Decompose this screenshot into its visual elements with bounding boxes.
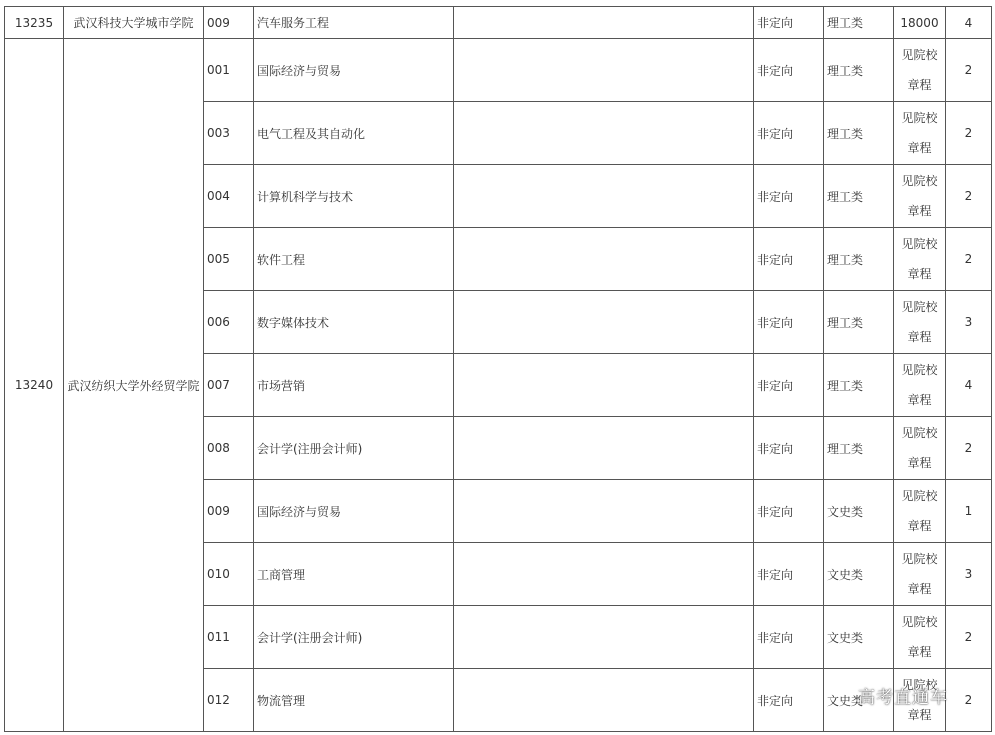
school-name: 武汉科技大学城市学院: [64, 7, 204, 39]
plan-count: 3: [946, 543, 992, 606]
tuition-fee: [894, 606, 946, 669]
major-code: 009: [204, 7, 254, 39]
tuition-fee-line: 见院校: [901, 111, 938, 125]
tuition-fee: [894, 543, 946, 606]
remarks-cell: [454, 291, 754, 354]
subject-category: 文史类: [824, 480, 894, 543]
tuition-fee-line: 章程: [907, 78, 932, 92]
tuition-fee-line: 见院校: [901, 300, 938, 314]
tuition-fee-line: 章程: [907, 582, 932, 596]
plan-type: 非定向: [754, 39, 824, 102]
major-name: 会计学(注册会计师): [254, 606, 454, 669]
tuition-fee-line: 见院校: [901, 237, 938, 251]
plan-count: 2: [946, 669, 992, 732]
remarks-cell: [454, 480, 754, 543]
plan-count: 2: [946, 39, 992, 102]
plan-type: 非定向: [754, 354, 824, 417]
tuition-fee: [894, 39, 946, 102]
subject-category: 文史类: [824, 669, 894, 732]
major-code: 004: [204, 165, 254, 228]
subject-category: 理工类: [824, 228, 894, 291]
plan-type: 非定向: [754, 291, 824, 354]
subject-category: 理工类: [824, 102, 894, 165]
school-name: 武汉纺织大学外经贸学院: [64, 39, 204, 732]
plan-type: 非定向: [754, 543, 824, 606]
subject-category: 理工类: [824, 291, 894, 354]
major-code: 012: [204, 669, 254, 732]
plan-type: 非定向: [754, 480, 824, 543]
remarks-cell: [454, 39, 754, 102]
tuition-fee-line: 见院校: [901, 615, 938, 629]
major-code: 001: [204, 39, 254, 102]
tuition-fee-line: 见院校: [901, 426, 938, 440]
major-code: 009: [204, 480, 254, 543]
tuition-fee-line: 章程: [907, 645, 932, 659]
major-code: 011: [204, 606, 254, 669]
tuition-fee-line: 章程: [907, 204, 932, 218]
major-name: 市场营销: [254, 354, 454, 417]
remarks-cell: [454, 7, 754, 39]
plan-count: 1: [946, 480, 992, 543]
tuition-fee-line: 章程: [907, 519, 932, 533]
tuition-fee-line: 章程: [907, 141, 932, 155]
major-name: 会计学(注册会计师): [254, 417, 454, 480]
tuition-fee: 18000: [894, 7, 946, 39]
tuition-fee: [894, 165, 946, 228]
tuition-fee-line: 见院校: [901, 678, 938, 692]
subject-category: 理工类: [824, 7, 894, 39]
major-name: 电气工程及其自动化: [254, 102, 454, 165]
tuition-fee-line: 章程: [907, 708, 932, 722]
tuition-fee-line: 章程: [907, 330, 932, 344]
remarks-cell: [454, 543, 754, 606]
table-row: [5, 7, 992, 39]
remarks-cell: [454, 228, 754, 291]
tuition-fee-line: 章程: [907, 393, 932, 407]
major-code: 010: [204, 543, 254, 606]
major-code: 005: [204, 228, 254, 291]
plan-type: 非定向: [754, 606, 824, 669]
major-name: 国际经济与贸易: [254, 480, 454, 543]
tuition-fee: [894, 291, 946, 354]
major-code: 006: [204, 291, 254, 354]
plan-count: 3: [946, 291, 992, 354]
school-code: 13240: [5, 39, 64, 732]
plan-type: 非定向: [754, 669, 824, 732]
major-name: 工商管理: [254, 543, 454, 606]
tuition-fee: [894, 480, 946, 543]
remarks-cell: [454, 102, 754, 165]
subject-category: 理工类: [824, 354, 894, 417]
tuition-fee-line: 见院校: [901, 174, 938, 188]
subject-category: 理工类: [824, 165, 894, 228]
plan-type: 非定向: [754, 165, 824, 228]
major-code: 008: [204, 417, 254, 480]
major-name: 数字媒体技术: [254, 291, 454, 354]
plan-count: 2: [946, 606, 992, 669]
remarks-cell: [454, 354, 754, 417]
plan-count: 2: [946, 165, 992, 228]
plan-type: 非定向: [754, 228, 824, 291]
admission-plan-table: [4, 6, 992, 732]
remarks-cell: [454, 606, 754, 669]
plan-count: 4: [946, 354, 992, 417]
major-name: 物流管理: [254, 669, 454, 732]
tuition-fee-line: 见院校: [901, 48, 938, 62]
major-code: 003: [204, 102, 254, 165]
major-code: 007: [204, 354, 254, 417]
tuition-fee-line: 见院校: [901, 489, 938, 503]
plan-type: 非定向: [754, 102, 824, 165]
remarks-cell: [454, 417, 754, 480]
subject-category: 理工类: [824, 417, 894, 480]
tuition-fee: [894, 102, 946, 165]
tuition-fee-line: 见院校: [901, 363, 938, 377]
tuition-fee: [894, 228, 946, 291]
plan-count: 2: [946, 228, 992, 291]
table-row: [5, 39, 992, 102]
subject-category: 文史类: [824, 543, 894, 606]
plan-type: 非定向: [754, 417, 824, 480]
plan-count: 4: [946, 7, 992, 39]
subject-category: 文史类: [824, 606, 894, 669]
plan-count: 2: [946, 102, 992, 165]
major-name: 软件工程: [254, 228, 454, 291]
major-name: 计算机科学与技术: [254, 165, 454, 228]
subject-category: 理工类: [824, 39, 894, 102]
major-name: 汽车服务工程: [254, 7, 454, 39]
tuition-fee: [894, 354, 946, 417]
watermark-text: 高考直通车: [858, 688, 948, 708]
plan-type: 非定向: [754, 7, 824, 39]
school-code: 13235: [5, 7, 64, 39]
remarks-cell: [454, 669, 754, 732]
plan-count: 2: [946, 417, 992, 480]
tuition-fee: [894, 417, 946, 480]
remarks-cell: [454, 165, 754, 228]
tuition-fee-line: 章程: [907, 456, 932, 470]
tuition-fee-line: 见院校: [901, 552, 938, 566]
major-name: 国际经济与贸易: [254, 39, 454, 102]
tuition-fee-line: 章程: [907, 267, 932, 281]
